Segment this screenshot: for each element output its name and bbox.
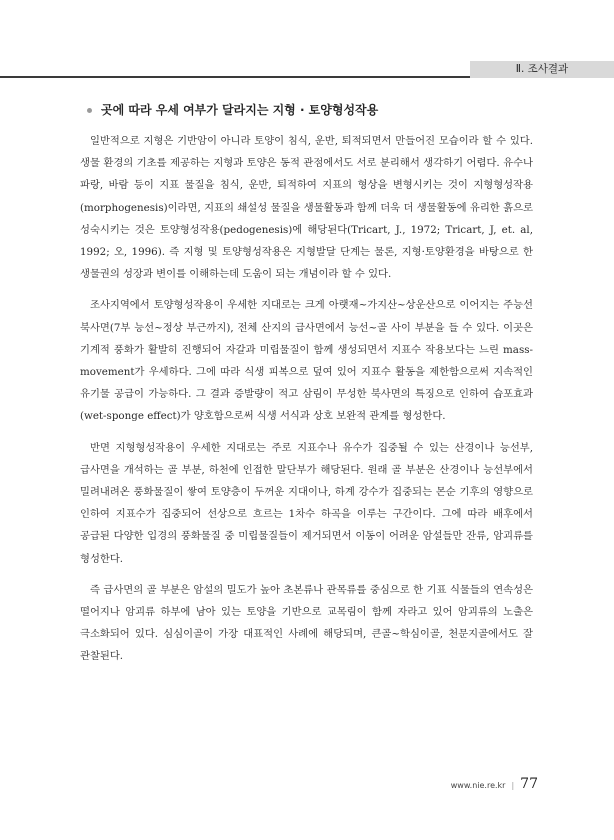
section-label: Ⅱ. 조사결과	[470, 61, 614, 78]
footer-site-url[interactable]: www.nie.re.kr	[450, 781, 506, 790]
footer-separator: |	[511, 781, 515, 790]
paragraph-1: 일반적으로 지형은 기반암이 아니라 토양이 침식, 운반, 퇴적되면서 만들어진 모습이라 할 수 있다. 생물 환경의 기초를 제공하는 지형과 토양은 동적 관점에서도 서로 분리해서 생각하기 어렵다. 유수나 파랑, 바람 등이 지표 물질을 침식, 운반, 퇴적하여 지표의 형상을 변형시키는 것이 지형형성작용(morphogenesis)이라면, 지표의 쇄설성 물질을 생물활동과 함께 더욱 더 생물활동에 유리한 흙으로 성숙시키는 것은 토양형성작용(pedogenesis)에 해당된다(Tricart, J., 1972; Tricart, J, et. al, 1992; 오, 1996). 즉 지형 및 토양형성작용은 지형발달 단계는 물론, 지형·토양환경을 바탕으로 한 생물권의 성장과 변이를 이해하는데 도움이 되는 개념이라 할 수 있다.	[80, 135, 533, 281]
page-footer	[451, 776, 538, 792]
paragraph-2: 조사지역에서 토양형성작용이 우세한 지대로는 크게 아랫재~가지산~상운산으로 이어지는 주능선 북사면(7부 능선~정상 부근까지), 전체 산지의 급사면에서 능선~골 사이 부분을 들 수 있다. 이곳은 기계적 풍화가 활발히 진행되어 자갈과 미립물질이 함께 생성되면서 지표수 작용보다는 느린 mass-movement가 우세하다. 그에 따라 식생 피복으로 덮여 있어 지표수 활동을 제한함으로써 지속적인 유기물 공급이 가능하다. 그 결과 증발량이 적고 삼림이 무성한 북사면의 특징으로 인하여 습포효과(wet-sponge effect)가 양호함으로써 식생 서식과 상호 보완적 관계를 형성한다.	[80, 299, 533, 423]
paragraph-3: 반면 지형형성작용이 우세한 지대로는 주로 지표수나 유수가 집중될 수 있는 산경이나 능선부, 급사면을 개석하는 골 부분, 하천에 인접한 말단부가 해당된다. 원래 골 부분은 산경이나 능선부에서 밀려내려온 풍화물질이 쌓여 토양층이 두꺼운 지대이나, 하계 강수가 집중되는 몬순 기후의 영향으로 인하여 지표수가 집중되어 선상으로 흐르는 1차수 하곡을 이루는 구간이다. 그에 따라 배후에서 공급된 다양한 입경의 풍화물질 중 미립물질들이 제거되면서 이동이 어려운 암설들만 잔류, 암괴류를 형성한다.	[80, 441, 533, 565]
bullet-icon	[87, 108, 92, 113]
page-number: 77	[520, 776, 538, 792]
paragraph-4: 즉 급사면의 골 부분은 암설의 밀도가 높아 초본류나 관목류를 중심으로 한 기표 식물들의 연속성은 떨어지나 암괴류 하부에 남아 있는 토양을 기반으로 교목림이 함께 자라고 있어 암괴류의 노출은 극소화되어 있다. 심심이골이 가장 대표적인 사례에 해당되며, 큰골~학심이골, 천문지골에서도 잘 관찰된다.	[80, 583, 533, 663]
section-heading-text: 곳에 따라 우세 여부가 달라지는 지형 · 토양형성작용	[101, 103, 379, 117]
main-content	[80, 100, 533, 677]
section-heading	[80, 100, 533, 120]
